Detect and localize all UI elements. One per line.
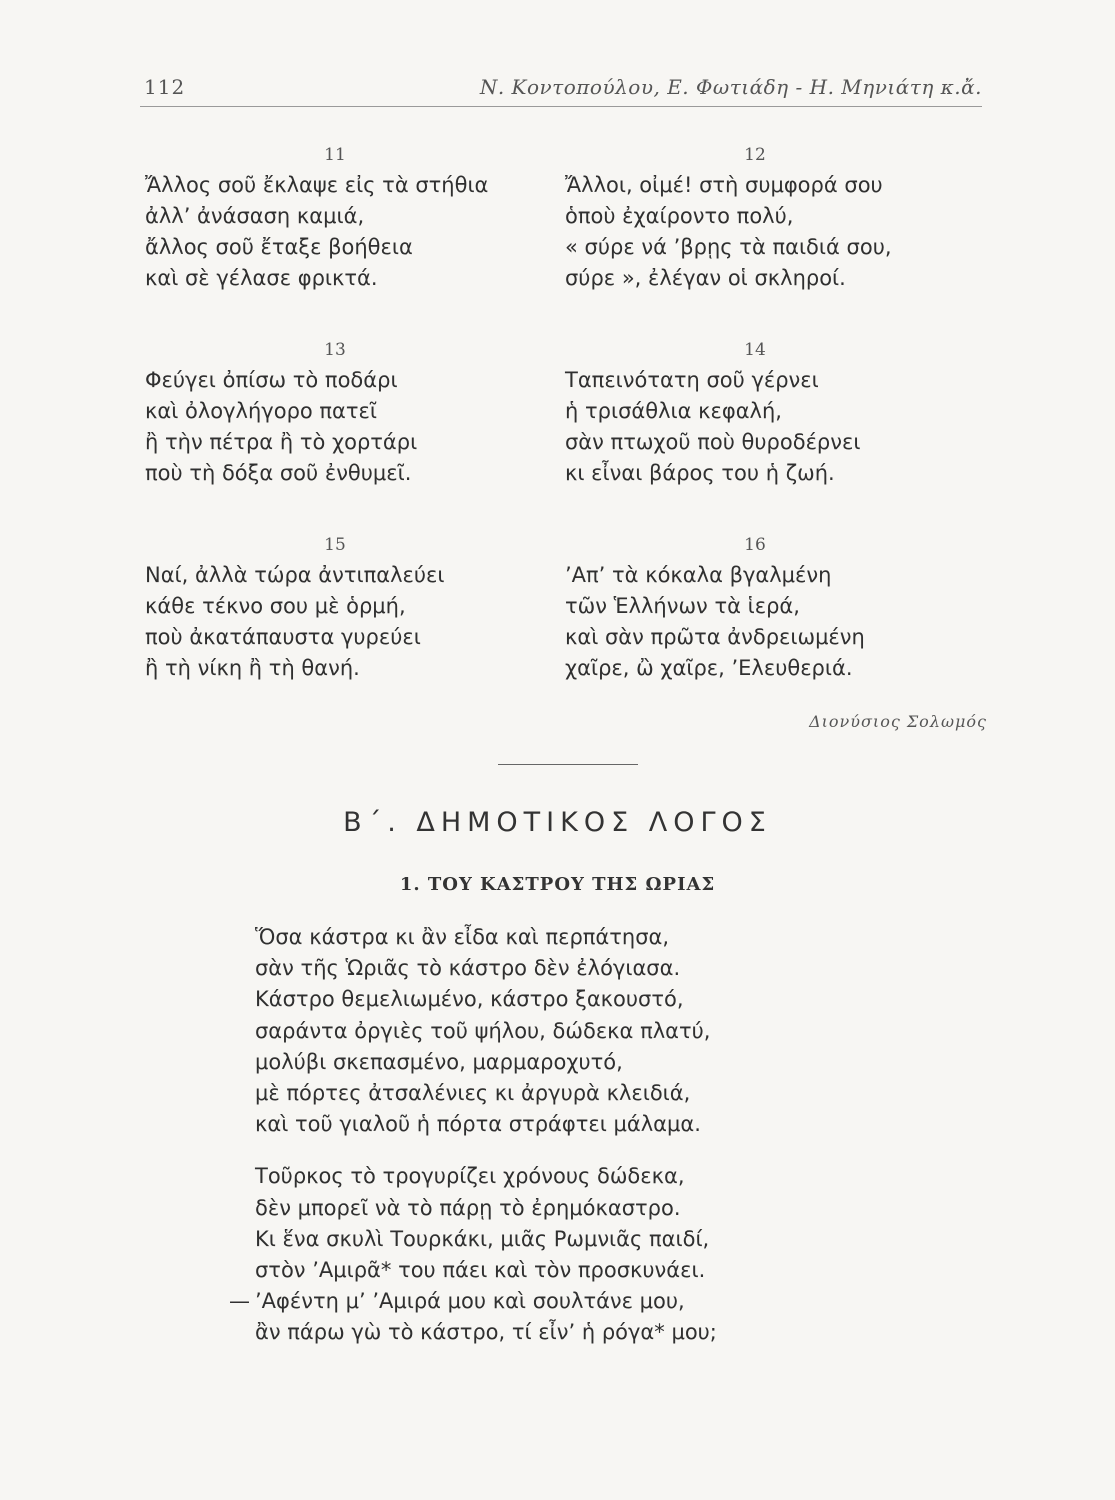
stanza-16 — [565, 530, 945, 684]
poem-title: 1. ΤΟΥ ΚΑΣΤΡΟΥ ΤΗΣ ΩΡΙΑΣ — [399, 874, 716, 895]
stanza-13 — [145, 335, 525, 489]
verse-line: καὶ σὰν πρῶτα ἀνδρειωμένη — [565, 625, 865, 649]
verse-line: Φεύγει ὀπίσω τὸ ποδάρι — [145, 368, 398, 392]
stanza-number: 16 — [744, 535, 766, 555]
verse-line: ὁποὺ ἐχαίροντο πολύ, — [565, 204, 794, 228]
section-heading: Β΄. ΔΗΜΟΤΙΚΟΣ ΛΟΓΟΣ — [343, 807, 772, 838]
verse-line: Ἄλλοι, οἰμέ! στὴ συμφορά σου — [565, 173, 883, 197]
verse-line: τῶν Ἑλλήνων τὰ ἱερά, — [565, 594, 800, 618]
verse-line: σὰν πτωχοῦ ποὺ θυροδέρνει — [565, 430, 861, 454]
stanza-number: 11 — [324, 145, 346, 165]
verse-line: σὰν τῆς Ὡριᾶς τὸ κάστρο δὲν ἐλόγιασα. — [255, 956, 681, 981]
verse-line: Τοῦρκος τὸ τρογυρίζει χρόνους δώδεκα, — [255, 1164, 685, 1189]
verse-line: ἢ τὴν πέτρα ἢ τὸ χορτάρι — [145, 430, 418, 454]
verse-line: κι εἶναι βάρος του ἡ ζωή. — [565, 461, 835, 485]
running-title: Ν. Κοντοπούλου, Ε. Φωτιάδη - Η. Μηνιάτη κ.ἄ. — [479, 75, 982, 99]
verse-line: κάθε τέκνο σου μὲ ὁρμή, — [145, 594, 406, 618]
verse-line-dialogue — [229, 1286, 875, 1317]
page-header — [140, 70, 982, 107]
stanza-11 — [145, 140, 525, 294]
stanza-number: 15 — [324, 535, 346, 555]
verse-line: Ἄλλος σοῦ ἔκλαψε εἰς τὰ στήθια — [145, 173, 489, 197]
verse-line: ποὺ τὴ δόξα σοῦ ἐνθυμεῖ. — [145, 461, 412, 485]
verse-line: Ναί, ἀλλὰ τώρα ἀντιπαλεύει — [145, 563, 445, 587]
verse-line: μολύβι σκεπασμένο, μαρμαροχυτό, — [255, 1049, 623, 1074]
stanza-number: 13 — [324, 340, 346, 360]
section-divider — [498, 764, 638, 765]
verse-line: Ὅσα κάστρα κι ἂν εἶδα καὶ περπάτησα, — [255, 925, 670, 949]
author-signature: Διονύσιος Σολωμός — [809, 712, 987, 731]
stanza-14 — [565, 335, 945, 489]
verse-line: Κι ἕνα σκυλὶ Τουρκάκι, μιᾶς Ρωμνιᾶς παιδί, — [255, 1226, 710, 1251]
poem-body — [229, 922, 875, 1349]
verse-line: ἡ τρισάθλια κεφαλή, — [565, 399, 782, 423]
verse-line: Κάστρο θεμελιωμένο, κάστρο ξακουστό, — [255, 987, 684, 1012]
verse-line: σαράντα ὀργιὲς τοῦ ψήλου, δώδεκα πλατύ, — [255, 1018, 711, 1043]
verse-line: χαῖρε, ὢ χαῖρε, ’Ελευθεριά. — [565, 656, 853, 680]
verse-line: ἀλλ’ ἀνάσαση καμιά, — [145, 204, 365, 228]
verse-line: σύρε », ἐλέγαν οἱ σκληροί. — [565, 266, 846, 290]
verse-line: στὸν ’Αμιρᾶ* του πάει καὶ τὸν προσκυνάει. — [255, 1258, 706, 1283]
verse-line: ἄλλος σοῦ ἔταξε βοήθεια — [145, 235, 413, 259]
verse-line: ἂν πάρω γὼ τὸ κάστρο, τί εἶν’ ἡ ρόγα* μου; — [255, 1320, 717, 1345]
verse-line: καὶ ὀλογλήγορο πατεῖ — [145, 399, 378, 423]
verse-line: ’Απ’ τὰ κόκαλα βγαλμένη — [565, 563, 832, 587]
verse-line: καὶ τοῦ γιαλοῦ ἡ πόρτα στράφτει μάλαμα. — [255, 1112, 701, 1137]
stanza-number: 12 — [744, 145, 766, 165]
verse-line: ποὺ ἀκατάπαυστα γυρεύει — [145, 625, 421, 649]
verse-text: ’Αφέντη μ’ ’Αμιρά μου καὶ σουλτάνε μου, — [255, 1289, 685, 1314]
page-number: 112 — [144, 75, 186, 99]
dialogue-dash: — — [229, 1289, 250, 1314]
verse-line: καὶ σὲ γέλασε φρικτά. — [145, 266, 378, 290]
stanza-12 — [565, 140, 945, 294]
stanza-gap — [255, 1140, 875, 1161]
verse-line: « σύρε νά ’βρῃς τὰ παιδιά σου, — [565, 235, 892, 259]
verse-line: μὲ πόρτες ἀτσαλένιες κι ἀργυρὰ κλειδιά, — [255, 1081, 691, 1106]
stanza-15 — [145, 530, 525, 684]
verse-line: δὲν μπορεῖ νὰ τὸ πάρῃ τὸ ἐρημόκαστρο. — [255, 1195, 681, 1220]
verse-line: ἢ τὴ νίκη ἢ τὴ θανή. — [145, 656, 360, 680]
verse-line: Ταπεινότατη σοῦ γέρνει — [565, 368, 819, 392]
stanza-number: 14 — [744, 340, 766, 360]
